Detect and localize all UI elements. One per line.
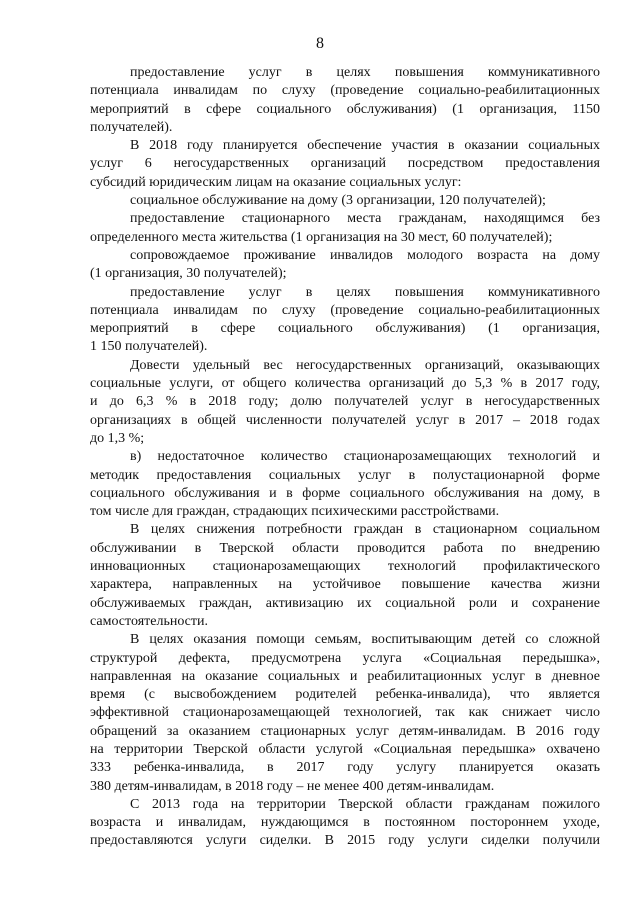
text-line: 333 ребенка-инвалида, в 2017 году услугу планируется оказать xyxy=(90,760,600,776)
text-line: В целях снижения потребности граждан в стационарном социальном xyxy=(130,522,600,538)
text-line: на территории Тверской области услугой «Социальная передышка» охвачено xyxy=(90,741,600,757)
text-line: субсидий юридическим лицам на оказание социальных услуг: xyxy=(90,174,462,190)
text-line: обслуживании в Тверской области проводится работа по внедрению xyxy=(90,540,600,556)
text-line: социального обслуживания и в форме социального обслуживания на дому, в xyxy=(90,485,600,501)
text-line: обращений за оказанием стационарных услуг детям-инвалидам. В 2016 году xyxy=(90,723,600,739)
text-line: предоставление стационарного места гражданам, находящимся без xyxy=(130,211,600,227)
document-body xyxy=(90,64,600,851)
text-line: Довести удельный вес негосударственных организаций, оказывающих xyxy=(130,357,600,373)
text-line: предоставляются услуги сиделки. В 2015 году услуги сиделки получили xyxy=(90,833,600,849)
text-line: характера, направленных на устойчивое повышение качества жизни xyxy=(90,577,600,593)
text-line: и до 6,3 % в 2018 году; долю получателей услуг в негосударственных xyxy=(90,394,600,410)
text-line: до 1,3 %; xyxy=(90,430,145,446)
text-line: время (с высвобождением родителей ребенка-инвалида), что является xyxy=(90,687,600,703)
text-line: потенциала инвалидам по слуху (проведение социально-реабилитационных xyxy=(90,302,600,318)
text-line: самостоятельности. xyxy=(90,613,208,629)
text-line: мероприятий в сфере социального обслуживания) (1 организация, 1150 xyxy=(90,101,600,117)
text-line: инновационных стационарозамещающих технологий профилактического xyxy=(90,559,600,575)
text-line: 1 150 получателей). xyxy=(90,339,208,355)
text-line: В 2018 году планируется обеспечение участия в оказании социальных xyxy=(130,138,600,154)
text-line: В целях оказания помощи семьям, воспитывающим детей со сложной xyxy=(130,632,600,648)
text-line: организациях в общей численности получателей услуг в 2017 – 2018 годах xyxy=(90,412,600,428)
text-line: эффективной стационарозамещающей технологией, так как снижает число xyxy=(90,705,600,721)
text-line: С 2013 года на территории Тверской области гражданам пожилого xyxy=(130,796,600,812)
text-line: в) недостаточное количество стационарозамещающих технологий и xyxy=(130,449,600,465)
text-line: социальные услуги, от общего количества организаций до 5,3 % в 2017 году, xyxy=(90,376,600,392)
text-line: структурой дефекта, предусмотрена услуга «Социальная передышка», xyxy=(90,650,600,666)
text-line: (1 организация, 30 получателей); xyxy=(90,266,287,282)
text-line: сопровождаемое проживание инвалидов молодого возраста на дому xyxy=(130,247,600,263)
text-line: социальное обслуживание на дому (3 организации, 120 получателей); xyxy=(130,193,546,209)
text-line: направленная на оказание социальных и реабилитационных услуг в дневное xyxy=(90,668,600,684)
text-line: возраста и инвалидам, нуждающимся в постоянном постороннем уходе, xyxy=(90,815,600,831)
page-number: 8 xyxy=(316,35,324,52)
text-line: методик предоставления социальных услуг в полустационарной форме xyxy=(90,467,600,483)
text-line: предоставление услуг в целях повышения коммуникативного xyxy=(130,284,600,300)
text-line: получателей). xyxy=(90,119,173,135)
text-line: 380 детям-инвалидам, в 2018 году – не менее 400 детям-инвалидам. xyxy=(90,778,495,794)
text-line: потенциала инвалидам по слуху (проведение социально-реабилитационных xyxy=(90,83,600,99)
text-line: предоставление услуг в целях повышения коммуникативного xyxy=(130,65,600,80)
text-line: определенного места жительства (1 организация на 30 мест, 60 получателей); xyxy=(90,229,553,245)
text-line: услуг 6 негосударственных организаций посредством предоставления xyxy=(90,156,600,172)
text-line: том числе для граждан, страдающих психическими расстройствами. xyxy=(90,504,500,520)
text-line: мероприятий в сфере социального обслуживания) (1 организация, xyxy=(90,321,600,337)
text-line: обслуживаемых граждан, активизацию их социальной роли и сохранение xyxy=(90,595,600,611)
